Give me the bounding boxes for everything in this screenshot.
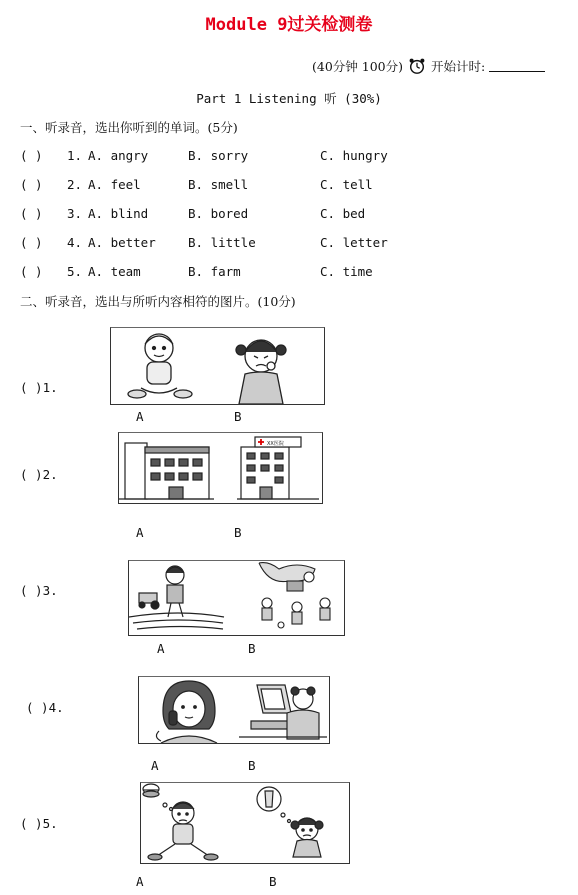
picture-pair-1-illustration bbox=[111, 328, 324, 404]
question-number: 3. bbox=[67, 206, 83, 221]
school-building-image bbox=[119, 443, 214, 499]
answer-paren[interactable]: ( ) bbox=[20, 264, 43, 279]
option-b-label: B bbox=[234, 525, 242, 540]
time-and-score: (40分钟 100分) bbox=[312, 59, 403, 74]
girl-crying-image bbox=[236, 340, 286, 404]
playground-image bbox=[259, 563, 330, 628]
option-a: A. angry bbox=[88, 148, 149, 163]
question-number: 4. bbox=[67, 235, 83, 250]
picture-pair-3-illustration bbox=[129, 561, 344, 635]
option-b: B. little bbox=[188, 235, 256, 250]
section1-heading: 一、听录音，选出你听到的单词。(5分) bbox=[20, 120, 238, 135]
answer-paren[interactable]: ( ) bbox=[20, 235, 43, 250]
option-b: B. bored bbox=[188, 206, 249, 221]
picture-pair-4 bbox=[138, 676, 330, 744]
picture-pair-2 bbox=[118, 432, 323, 504]
option-c: C. letter bbox=[320, 235, 388, 250]
page-title: Module 9过关检测卷 bbox=[205, 15, 373, 35]
question-number: 2. bbox=[67, 177, 83, 192]
hungry-boy-image bbox=[143, 784, 218, 860]
option-b-label: B bbox=[234, 409, 242, 424]
question-number: 1. bbox=[67, 148, 83, 163]
picture-question-label[interactable]: ( )3. bbox=[20, 583, 58, 598]
picture-question-label[interactable]: ( )5. bbox=[20, 816, 58, 831]
option-b-label: B bbox=[269, 874, 277, 889]
option-a: A. team bbox=[88, 264, 141, 279]
option-a-label: A bbox=[157, 641, 165, 656]
picture-pair-3 bbox=[128, 560, 345, 636]
picture-question-label[interactable]: ( )1. bbox=[20, 380, 58, 395]
option-a-label: A bbox=[151, 758, 159, 773]
answer-paren[interactable]: ( ) bbox=[20, 148, 43, 163]
option-b: B. farm bbox=[188, 264, 241, 279]
girl-at-computer-image bbox=[239, 685, 327, 739]
answer-paren[interactable]: ( ) bbox=[20, 177, 43, 192]
option-b: B. sorry bbox=[188, 148, 249, 163]
part1-heading: Part 1 Listening 听 (30%) bbox=[196, 91, 382, 106]
picture-question-label[interactable]: ( )2. bbox=[20, 467, 58, 482]
option-a-label: A bbox=[136, 525, 144, 540]
boy-sitting-image bbox=[128, 334, 192, 398]
girl-on-phone-image bbox=[156, 681, 217, 743]
picture-pair-5-illustration bbox=[141, 783, 349, 863]
option-a-label: A bbox=[136, 874, 144, 889]
picture-pair-4-illustration bbox=[139, 677, 329, 743]
option-a-label: A bbox=[136, 409, 144, 424]
option-a: A. better bbox=[88, 235, 156, 250]
option-a: A. blind bbox=[88, 206, 149, 221]
answer-paren[interactable]: ( ) bbox=[20, 206, 43, 221]
hospital-sign: XX医院 bbox=[267, 441, 284, 447]
picture-pair-1 bbox=[110, 327, 325, 405]
thirsty-girl-image bbox=[257, 787, 323, 857]
clock-icon bbox=[408, 57, 426, 75]
section2-heading: 二、听录音，选出与所听内容相符的图片。(10分) bbox=[20, 294, 296, 309]
option-c: C. bed bbox=[320, 206, 366, 221]
picture-pair-2-illustration bbox=[119, 433, 322, 503]
option-a: A. feel bbox=[88, 177, 141, 192]
option-c: C. time bbox=[320, 264, 373, 279]
option-b-label: B bbox=[248, 641, 256, 656]
exam-meta bbox=[312, 57, 545, 75]
timer-blank[interactable] bbox=[489, 60, 545, 72]
boy-on-farm-image bbox=[129, 566, 224, 629]
question-number: 5. bbox=[67, 264, 83, 279]
timer-label: 开始计时: bbox=[430, 59, 486, 74]
option-b: B. smell bbox=[188, 177, 249, 192]
option-b-label: B bbox=[248, 758, 256, 773]
picture-pair-5 bbox=[140, 782, 350, 864]
option-c: C. tell bbox=[320, 177, 373, 192]
picture-question-label[interactable]: ( )4. bbox=[26, 700, 64, 715]
option-c: C. hungry bbox=[320, 148, 388, 163]
